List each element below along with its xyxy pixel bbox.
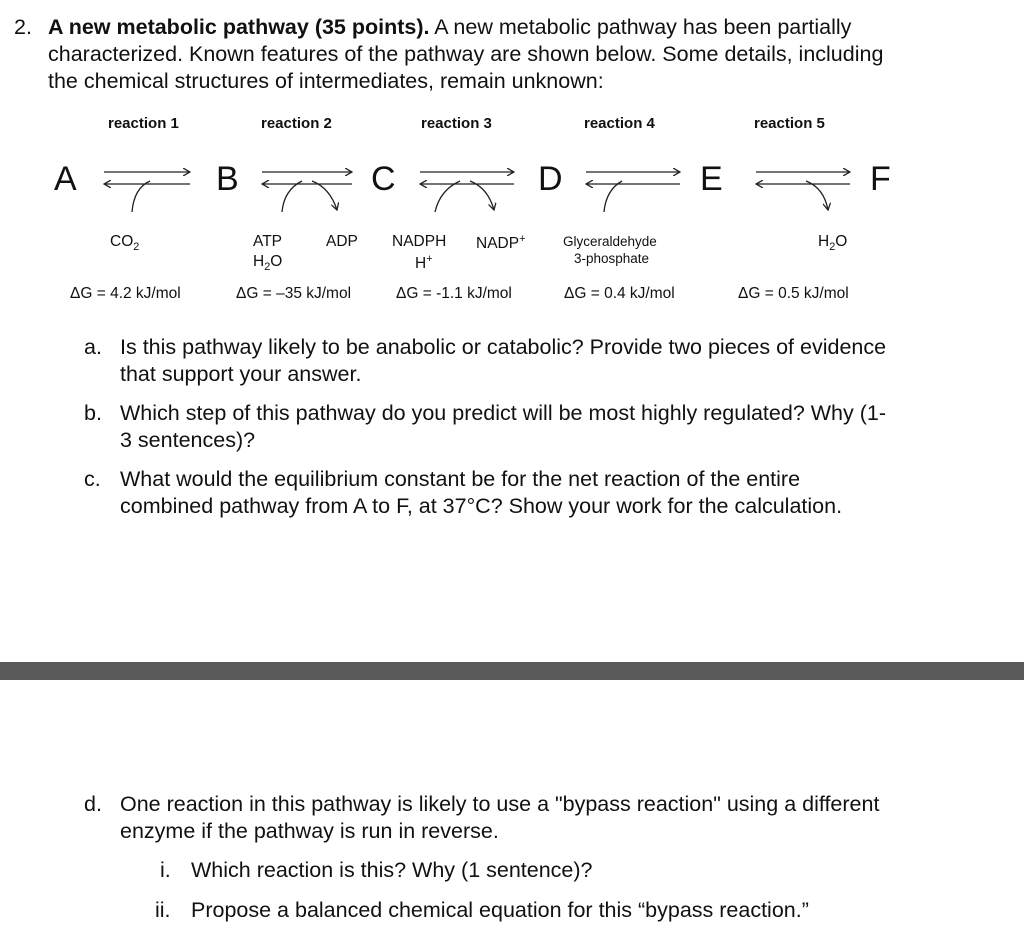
reaction-3-arrow	[420, 172, 514, 212]
compound-d: D	[538, 160, 563, 198]
cofactor-nadph: NADPH	[392, 233, 447, 250]
cofactor-nadp-plus: NADP+	[476, 233, 526, 253]
cofactor-adp: ADP	[326, 233, 358, 250]
compound-a: A	[54, 160, 77, 198]
subpart-ii-text: Propose a balanced chemical equation for this “bypass reaction.”	[191, 898, 809, 922]
page-divider	[0, 662, 1024, 680]
delta-g-reaction-5: ΔG = 0.5 kJ/mol	[738, 285, 849, 302]
subpart-ii-marker: ii.	[155, 898, 171, 922]
question-intro-line-2: characterized. Known features of the pathway are shown below. Some details, including	[48, 42, 884, 66]
cofactor-glyceraldehyde: Glyceraldehyde	[563, 234, 657, 249]
part-d-line-1: One reaction in this pathway is likely to use a "bypass reaction" using a different	[120, 792, 880, 816]
question-intro-line-3: the chemical structures of intermediates, remain unknown:	[48, 69, 604, 93]
delta-g-reaction-4: ΔG = 0.4 kJ/mol	[564, 285, 675, 302]
cofactor-atp: ATP	[253, 233, 282, 250]
compound-c: C	[371, 160, 396, 198]
part-c-line-2: combined pathway from A to F, at 37°C? Show your work for the calculation.	[120, 494, 843, 518]
part-a-line-1: Is this pathway likely to be anabolic or catabolic? Provide two pieces of evidence	[120, 335, 887, 359]
reaction-arrows-scheme	[0, 160, 1024, 240]
part-b-marker: b.	[84, 401, 102, 425]
subpart-i-text: Which reaction is this? Why (1 sentence)?	[191, 858, 593, 882]
part-c-marker: c.	[84, 467, 101, 491]
compound-b: B	[216, 160, 239, 198]
reaction-4-arrow	[586, 172, 680, 212]
cofactor-h-plus: H+	[415, 253, 433, 273]
question-header-line-1	[48, 14, 851, 41]
cofactor-h2o-reaction-5: $H_2O$	[818, 233, 848, 254]
reaction-label-5: reaction 5	[754, 115, 825, 132]
part-c-line-1: What would the equilibrium constant be for the net reaction of the entire	[120, 467, 801, 491]
reaction-5-arrow	[756, 172, 850, 210]
reaction-label-4: reaction 4	[584, 115, 655, 132]
question-intro-line-1: A new metabolic pathway has been partially	[434, 15, 852, 39]
compound-e: E	[700, 160, 723, 198]
delta-g-reaction-1: ΔG = 4.2 kJ/mol	[70, 285, 181, 302]
question-title: A new metabolic pathway (35 points).	[48, 15, 430, 39]
part-b-line-2: 3 sentences)?	[120, 428, 256, 452]
part-a-line-2: that support your answer.	[120, 362, 362, 386]
part-b-line-1: Which step of this pathway do you predict will be most highly regulated? Why (1-	[120, 401, 887, 425]
part-d-marker: d.	[84, 792, 102, 816]
cofactor-h2o-reaction-2: $H_2O$	[253, 253, 283, 274]
reaction-1-arrow	[104, 172, 190, 212]
cofactor-3-phosphate: 3-phosphate	[574, 251, 650, 266]
reaction-2-arrow	[262, 172, 352, 212]
reaction-label-3: reaction 3	[421, 115, 492, 132]
question-number: 2.	[14, 15, 32, 39]
compound-f: F	[870, 160, 891, 198]
reaction-label-2: reaction 2	[261, 115, 332, 132]
delta-g-reaction-3: ΔG = -1.1 kJ/mol	[396, 285, 512, 302]
part-a-marker: a.	[84, 335, 102, 359]
delta-g-reaction-2: ΔG = –35 kJ/mol	[236, 285, 352, 302]
cofactor-co2: $CO_2$	[110, 233, 140, 254]
reaction-label-1: reaction 1	[108, 115, 179, 132]
part-d-line-2: enzyme if the pathway is run in reverse.	[120, 819, 499, 843]
subpart-i-marker: i.	[160, 858, 171, 882]
